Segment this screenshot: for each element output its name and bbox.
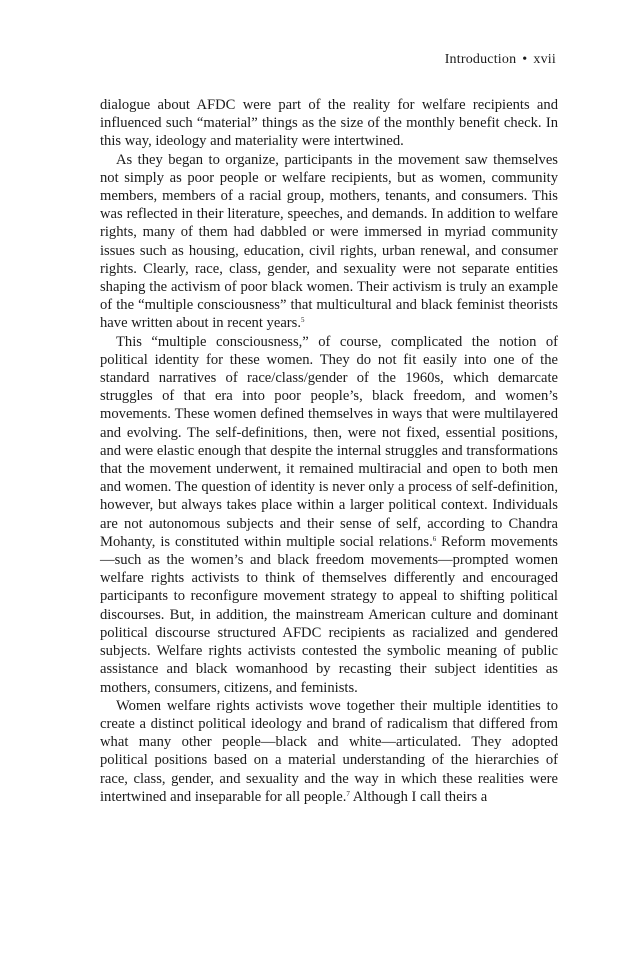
footnote-marker: 6 — [432, 534, 437, 543]
page-number: xvii — [533, 52, 556, 67]
paragraph-text: Reform movements—such as the women’s and black freedom movements—prompted women welfare rights activists to think of themselves differently and encouraged participants to reconfigure movement strategy to appeal to shifting political discourses. But, in addition, the mainstream American culture and dominant political discourse structured AFDC recipients as racialized and gendered subjects. Welfare rights activists contested the symbolic meaning of public assistance and black womanhood by recasting their subject identities as mothers, consumers, citizens, and feminists. — [100, 533, 558, 696]
paragraph-text: Although I call theirs a — [349, 788, 488, 805]
body-text — [100, 96, 558, 806]
running-head-separator: • — [522, 52, 528, 67]
paragraph-text: dialogue about AFDC were part of the reality for welfare recipients and influenced such “material” things as the size of the monthly benefit check. In this way, ideology and materiality were intertwined. — [100, 97, 558, 150]
paragraph-text: Women welfare rights activists wove together their multiple identities to create a distinct political ideology and brand of radicalism that differed from what many other people—black and white—articulated. They adopted political positions based on a material understanding of the hierarchies of race, class, gender, and sexuality and the way in which these realities were intertwined and inseparable for all people. — [100, 697, 558, 805]
footnote-marker: 5 — [301, 316, 305, 325]
footnote-marker: 7 — [346, 789, 350, 798]
paragraph — [100, 333, 558, 697]
paragraph — [100, 96, 558, 151]
running-head — [445, 52, 556, 68]
paragraph — [100, 697, 558, 806]
paragraph-text: This “multiple consciousness,” of course, complicated the notion of political identity for these women. They do not fit easily into one of the standard narratives of race/class/gender of the 1960s, which demarcate struggles of that era into poor people’s, black freedom, and women’s movements. These women defined themselves in ways that were multilayered and evolving. The self-definitions, then, were not fixed, essential positions, and were elastic enough that despite the internal struggles and transformations that the movement underwent, it remained multiracial and open to both men and women. The question of identity is never only a process of self-definition, however, but always takes place within a larger political context. Individuals are not autonomous subjects and their sense of self, according to Chandra Mohanty, is constituted within multiple social relations. — [100, 333, 558, 550]
paragraph — [100, 151, 558, 333]
paragraph-text: As they began to organize, participants in the movement saw themselves not simply as poor people or welfare recipients, but as women, community members, members of a racial group, mothers, tenants, and consumers. This was reflected in their literature, speeches, and demands. In addition to welfare rights, many of them had dabbled or were immersed in myriad community issues such as housing, education, civil rights, urban renewal, and consumer rights. Clearly, race, class, gender, and sexuality were not separate entities shaping the activism of poor black women. Their activism is truly an example of the “multiple consciousness” that multicultural and black feminist theorists have written about in recent years. — [100, 151, 558, 332]
running-head-title: Introduction — [444, 52, 517, 67]
